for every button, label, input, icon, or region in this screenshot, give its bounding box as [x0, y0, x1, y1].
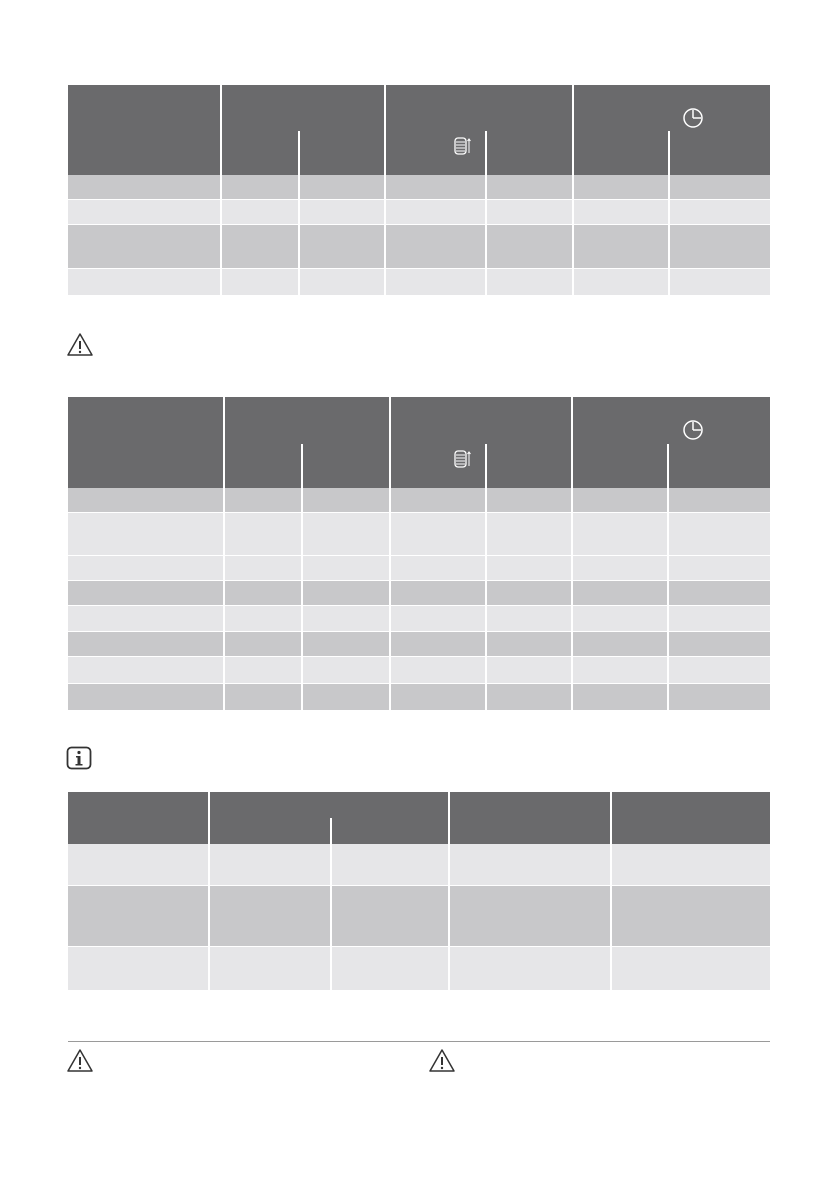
shelf-level-icon [454, 136, 472, 156]
header-subdivider [485, 131, 487, 175]
table-row [68, 200, 770, 224]
table-row [68, 581, 770, 605]
warning-triangle-icon [428, 1048, 456, 1074]
table-3-header [68, 792, 770, 844]
table-row [68, 488, 770, 512]
info-icon [66, 746, 92, 770]
warning-triangle-icon [66, 332, 94, 358]
header-separator [448, 792, 450, 844]
table-row [68, 269, 770, 295]
header-separator [208, 792, 210, 844]
header-separator [223, 397, 225, 488]
header-separator [572, 85, 574, 175]
clock-icon [682, 419, 704, 441]
clock-icon [682, 107, 704, 129]
header-separator [571, 397, 573, 488]
table-row [68, 606, 770, 631]
header-separator [220, 85, 222, 175]
warning-triangle-icon [66, 1048, 94, 1074]
column-separator [448, 844, 450, 990]
header-subdivider [668, 131, 670, 175]
header-separator [389, 397, 391, 488]
table-row [68, 886, 770, 946]
column-separator [668, 175, 670, 295]
header-subdivider [485, 444, 487, 488]
section-divider [68, 1041, 770, 1042]
table-2-header [68, 397, 770, 488]
table-row [68, 513, 770, 555]
table-2 [68, 397, 770, 710]
column-separator [610, 844, 612, 990]
column-separator [220, 175, 222, 295]
column-separator [667, 488, 669, 710]
table-row [68, 684, 770, 710]
column-separator [572, 175, 574, 295]
table-row [68, 844, 770, 885]
table-row [68, 225, 770, 268]
header-subdivider [301, 444, 303, 488]
column-separator [485, 175, 487, 295]
column-separator [384, 175, 386, 295]
table-row [68, 947, 770, 990]
table-row [68, 556, 770, 580]
column-separator [571, 488, 573, 710]
table-row [68, 175, 770, 199]
column-separator [485, 488, 487, 710]
shelf-level-icon [454, 449, 472, 469]
table-row [68, 657, 770, 683]
header-subdivider [330, 818, 332, 844]
header-separator [384, 85, 386, 175]
table-1-header [68, 85, 770, 175]
header-subdivider [298, 131, 300, 175]
column-separator [301, 488, 303, 710]
table-1 [68, 85, 770, 295]
column-separator [389, 488, 391, 710]
header-subdivider [667, 444, 669, 488]
column-separator [298, 175, 300, 295]
header-separator [610, 792, 612, 844]
column-separator [330, 844, 332, 990]
table-3 [68, 792, 770, 990]
column-separator [208, 844, 210, 990]
table-row [68, 632, 770, 656]
column-separator [223, 488, 225, 710]
